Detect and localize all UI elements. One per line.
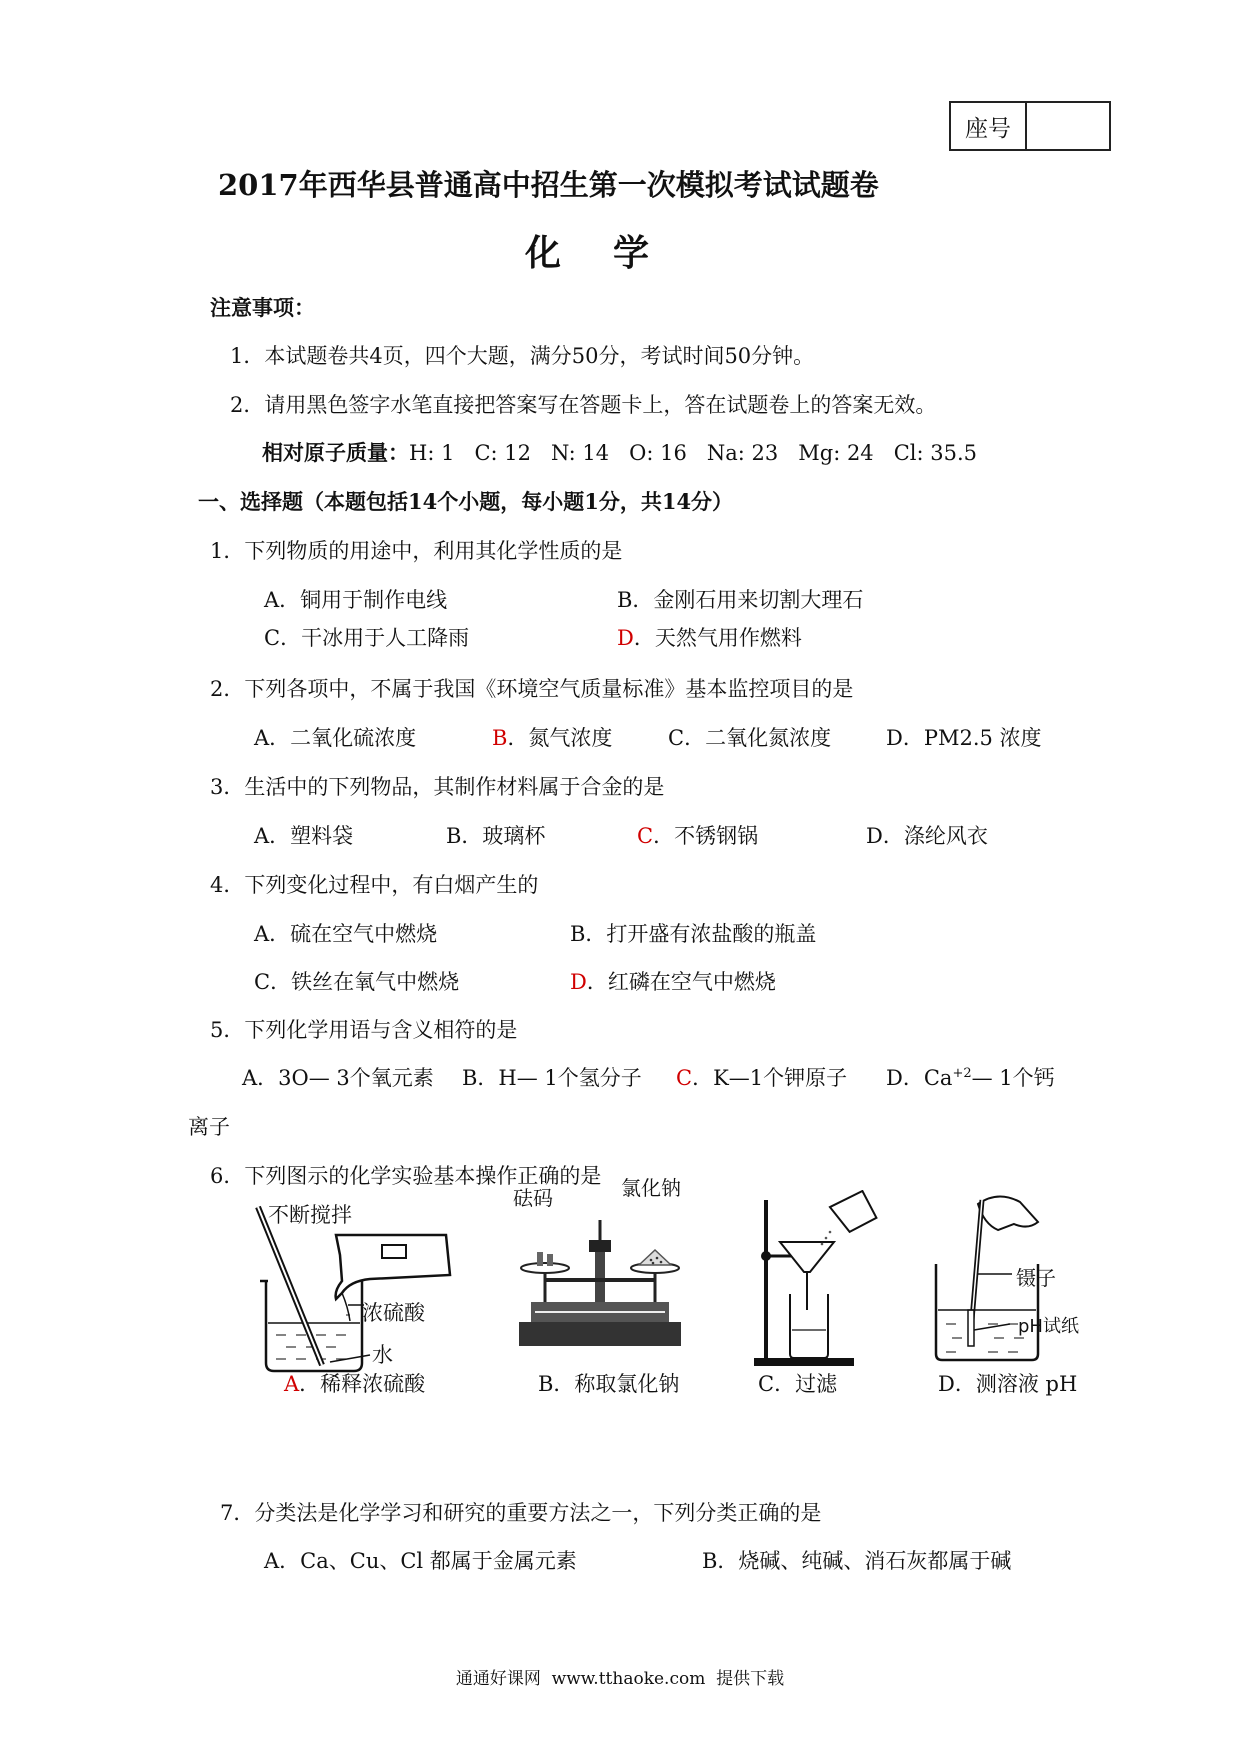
label-stir: 不断搅拌 <box>268 1203 352 1227</box>
option-b <box>492 722 612 752</box>
notice-item: 1．本试题卷共4页，四个大题，满分50分，考试时间50分钟。 <box>230 344 815 368</box>
atomic-mass-label: 相对原子质量： <box>262 440 409 465</box>
balance-diagram <box>515 1210 685 1350</box>
section-heading: 一、选择题（本题包括14个小题，每小题1分，共14分） <box>198 489 734 514</box>
atomic-mass-line <box>262 437 977 467</box>
question-stem: 2．下列各项中，不属于我国《环境空气质量标准》基本监控项目的是 <box>210 677 854 701</box>
option-d <box>886 1062 1055 1092</box>
option-c: C．过滤 <box>758 1372 838 1396</box>
option-text: ．氮气浓度 <box>507 726 613 750</box>
option-b: B．H— 1个氢分子 <box>462 1066 642 1090</box>
question-stem: 1．下列物质的用途中，利用其化学性质的是 <box>210 539 623 563</box>
option-c <box>676 1062 847 1092</box>
option-text: D．Ca <box>886 1066 953 1090</box>
option-a <box>284 1368 425 1398</box>
answer-letter: C <box>637 824 654 848</box>
seat-number-field <box>1027 103 1109 149</box>
figure-a-dilution <box>250 1195 480 1380</box>
option-d: D．测溶液 pH <box>938 1372 1078 1396</box>
label-weights: 砝码 <box>513 1186 553 1210</box>
option-text: ．天然气用作燃料 <box>633 626 802 650</box>
option-text: ．稀释浓硫酸 <box>299 1372 426 1396</box>
figure-c-filtration <box>752 1190 882 1375</box>
option-c <box>637 820 758 850</box>
page-footer: 通通好课网 www.tthaoke.com 提供下载 <box>455 1669 785 1689</box>
option-text: ．不锈钢锅 <box>653 824 759 848</box>
option-d <box>617 622 802 652</box>
option-a: A．3O— 3个氧元素 <box>242 1066 434 1090</box>
option-b: B．称取氯化钠 <box>538 1372 680 1396</box>
answer-letter: D <box>617 626 634 650</box>
label-ph-paper: pH试纸 <box>1018 1316 1079 1337</box>
figure-d-ph-test <box>928 1190 1088 1375</box>
option-b: B．玻璃杯 <box>446 824 546 848</box>
question-stem: 5．下列化学用语与含义相符的是 <box>210 1018 518 1042</box>
option-d-wrap: 离子 <box>188 1115 230 1139</box>
answer-letter: C <box>676 1066 693 1090</box>
subject-title: 化学 <box>525 232 702 274</box>
answer-letter: D <box>570 970 587 994</box>
question-stem: 6．下列图示的化学实验基本操作正确的是 <box>210 1164 602 1188</box>
ph-test-diagram <box>928 1190 1088 1370</box>
option-b: B．烧碱、纯碱、消石灰都属于碱 <box>702 1549 1012 1573</box>
option-d <box>570 966 776 996</box>
option-a: A．二氧化硫浓度 <box>254 726 417 750</box>
answer-letter: A <box>284 1372 300 1396</box>
option-d: D．涤纶风衣 <box>866 824 988 848</box>
option-c: C．二氧化氮浓度 <box>668 726 832 750</box>
label-conc-acid: 浓硫酸 <box>362 1301 425 1325</box>
notice-heading: 注意事项： <box>210 295 315 320</box>
option-a: A．塑料袋 <box>254 824 354 848</box>
atomic-mass-values: H: 1 C: 12 N: 14 O: 16 Na: 23 Mg: 24 Cl: 35.5 <box>409 441 977 465</box>
option-a: A．硫在空气中燃烧 <box>254 922 438 946</box>
label-tweezers: 镊子 <box>1016 1266 1056 1290</box>
figure-b-balance <box>513 1176 685 1355</box>
option-text: — 1个钙 <box>971 1066 1055 1090</box>
question-stem: 4．下列变化过程中，有白烟产生的 <box>210 873 539 897</box>
option-text: ．红磷在空气中燃烧 <box>586 970 776 994</box>
option-d: D．PM2.5 浓度 <box>886 726 1042 750</box>
seat-number-box <box>949 101 1111 151</box>
exam-title: 2017年西华县普通高中招生第一次模拟考试试题卷 <box>218 168 879 202</box>
question-stem: 7．分类法是化学学习和研究的重要方法之一，下列分类正确的是 <box>220 1501 822 1525</box>
question-stem: 3．生活中的下列物品，其制作材料属于合金的是 <box>210 775 665 799</box>
option-b: B．打开盛有浓盐酸的瓶盖 <box>570 922 817 946</box>
filtration-diagram <box>752 1190 882 1370</box>
charge-superscript: +2 <box>952 1066 972 1081</box>
option-text: ．K—1个钾原子 <box>692 1066 848 1090</box>
option-c: C．干冰用于人工降雨 <box>264 626 470 650</box>
option-a: A．Ca、Cu、Cl 都属于金属元素 <box>264 1549 577 1573</box>
option-c: C．铁丝在氧气中燃烧 <box>254 970 460 994</box>
seat-number-label: 座号 <box>951 103 1027 149</box>
notice-item: 2．请用黑色签字水笔直接把答案写在答题卡上，答在试题卷上的答案无效。 <box>230 393 937 417</box>
answer-letter: B <box>492 726 508 750</box>
label-nacl: 氯化钠 <box>621 1176 681 1200</box>
option-b: B．金刚石用来切割大理石 <box>617 588 864 612</box>
option-a: A．铜用于制作电线 <box>264 588 448 612</box>
label-water: 水 <box>372 1343 393 1367</box>
